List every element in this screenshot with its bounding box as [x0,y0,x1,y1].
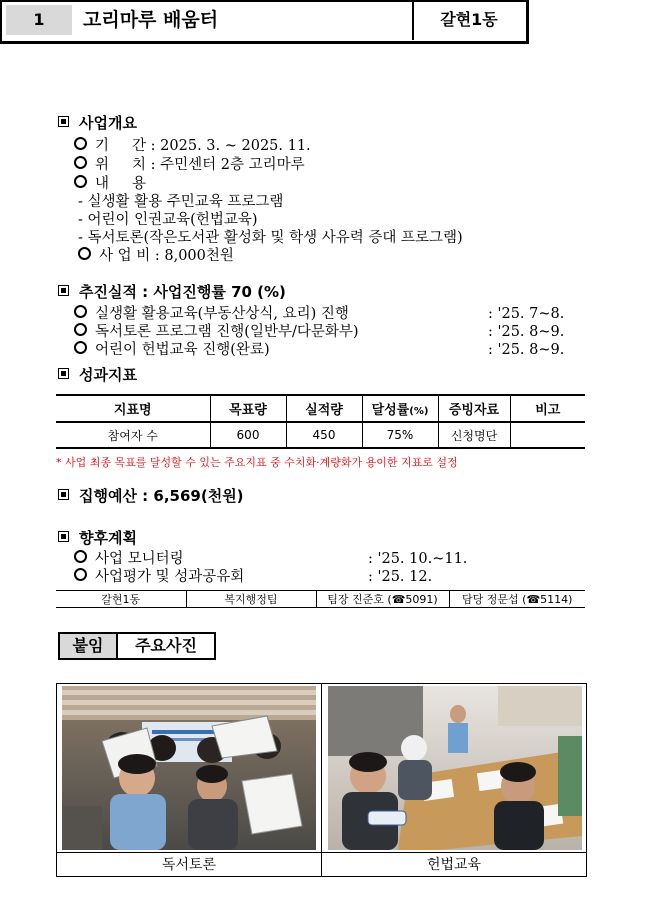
kpi-col-header: 목표량 [210,395,286,422]
table-cell: 신청명단 [438,422,510,448]
kpi-header-row [56,395,585,422]
progress-item [74,305,349,324]
circle-bullet-icon [74,341,87,354]
progress-item-date: : '25. 8~9. [488,324,565,340]
circle-bullet-icon [74,156,87,169]
budget-exec-heading [58,486,244,506]
table-cell [510,422,585,448]
title-dong: 갈현1동 [440,10,498,29]
circle-bullet-icon [78,247,91,260]
progress-item-text: 독서토론 프로그램 진행(일반부/다문화부) [95,324,359,340]
table-cell: 600 [210,422,286,448]
plan-item-date: : '25. 12. [368,569,433,585]
plan-heading-text: 향후계획 [79,529,137,547]
kpi-col-header: 증빙자료 [438,395,510,422]
kpi-heading-text: 성과지표 [79,366,137,384]
location-value: : 주민센터 2층 고리마루 [150,157,305,173]
period-line [74,137,311,156]
plan-item-date: : '25. 10.~11. [368,551,468,567]
page-title: 고리마루 배움터 [83,9,219,31]
circle-bullet-icon [74,568,87,581]
progress-item [74,323,359,342]
plan-item-text: 사업 모니터링 [95,551,184,567]
kpi-col-header: 비고 [510,395,585,422]
progress-item [74,341,270,360]
circle-bullet-icon [74,323,87,336]
photo-divider [321,684,322,876]
content-item: - 실생활 활용 주민교육 프로그램 [78,194,284,210]
plan-item-text: 사업평가 및 성과공유회 [95,569,245,585]
budget-line [78,247,234,266]
progress-heading-text: 추진실적 : 사업진행률 70 (%) [79,283,286,301]
kpi-col-header: 지표명 [56,395,210,422]
contact-dong: 갈현1동 [56,591,186,608]
square-bullet-icon [58,531,69,542]
table-cell: 75% [362,422,438,448]
progress-item-text: 실생활 활용교육(부동산상식, 요리) 진행 [95,306,349,322]
contact-table [56,590,585,608]
circle-bullet-icon [74,305,87,318]
title-number: 1 [6,5,72,35]
kpi-table [56,394,585,449]
content-line [74,175,146,194]
content-item: - 독서토론(작은도서관 활성화 및 학생 사유력 증대 프로그램) [78,230,463,246]
photo-constitution-education-image [328,686,582,850]
title-box [0,0,529,44]
content-item: - 어린이 인권교육(헌법교육) [78,212,258,228]
table-row [56,422,585,448]
table-row [56,591,585,608]
circle-bullet-icon [74,137,87,150]
table-cell: 참여자 수 [56,422,210,448]
overview-heading [58,113,137,133]
photo-caption: 독서토론 [161,857,217,873]
location-label: 위 치 [95,157,147,173]
content-label: 내 용 [95,176,147,192]
progress-heading [58,282,286,302]
square-bullet-icon [58,368,69,379]
location-line [74,156,305,175]
budget-exec-heading-text: 집행예산 : 6,569(천원) [79,487,244,505]
contact-leader: 팀장 진준호 (☎5091) [316,591,449,608]
kpi-col-header: 실적량 [286,395,362,422]
plan-heading [58,528,137,548]
photo-caption: 헌법교육 [426,857,482,873]
attachment-label [58,632,216,660]
kpi-note: * 사업 최종 목표를 달성할 수 있는 주요지표 중 수치화·계량화가 용이한 지표로 설정 [56,456,458,469]
progress-item-text: 어린이 헌법교육 진행(완료) [95,342,270,358]
contact-team: 복지행정팀 [186,591,316,608]
square-bullet-icon [58,116,69,127]
budget-label: 사 업 비 [99,248,151,264]
photo-reading-discussion [62,686,316,850]
plan-item [74,550,184,569]
attachment-title: 주요사진 [135,636,197,655]
budget-value: : 8,000천원 [154,248,234,264]
attachment-tag: 붙임 [60,634,118,658]
photo-constitution-education [328,686,582,850]
circle-bullet-icon [74,550,87,563]
photo-table [56,683,587,877]
kpi-heading [58,365,137,385]
table-cell: 450 [286,422,362,448]
photo-reading-discussion-image [62,686,316,850]
contact-manager: 담당 정문섭 (☎5114) [449,591,585,608]
square-bullet-icon [58,285,69,296]
period-value: : 2025. 3. ~ 2025. 11. [150,138,311,154]
kpi-col-header: 달성률(%) [362,395,438,422]
period-label: 기 간 [95,138,147,154]
progress-item-date: : '25. 8~9. [488,342,565,358]
square-bullet-icon [58,489,69,500]
overview-heading-text: 사업개요 [79,114,137,132]
circle-bullet-icon [74,175,87,188]
plan-item [74,568,244,587]
progress-item-date: : '25. 7~8. [488,306,565,322]
